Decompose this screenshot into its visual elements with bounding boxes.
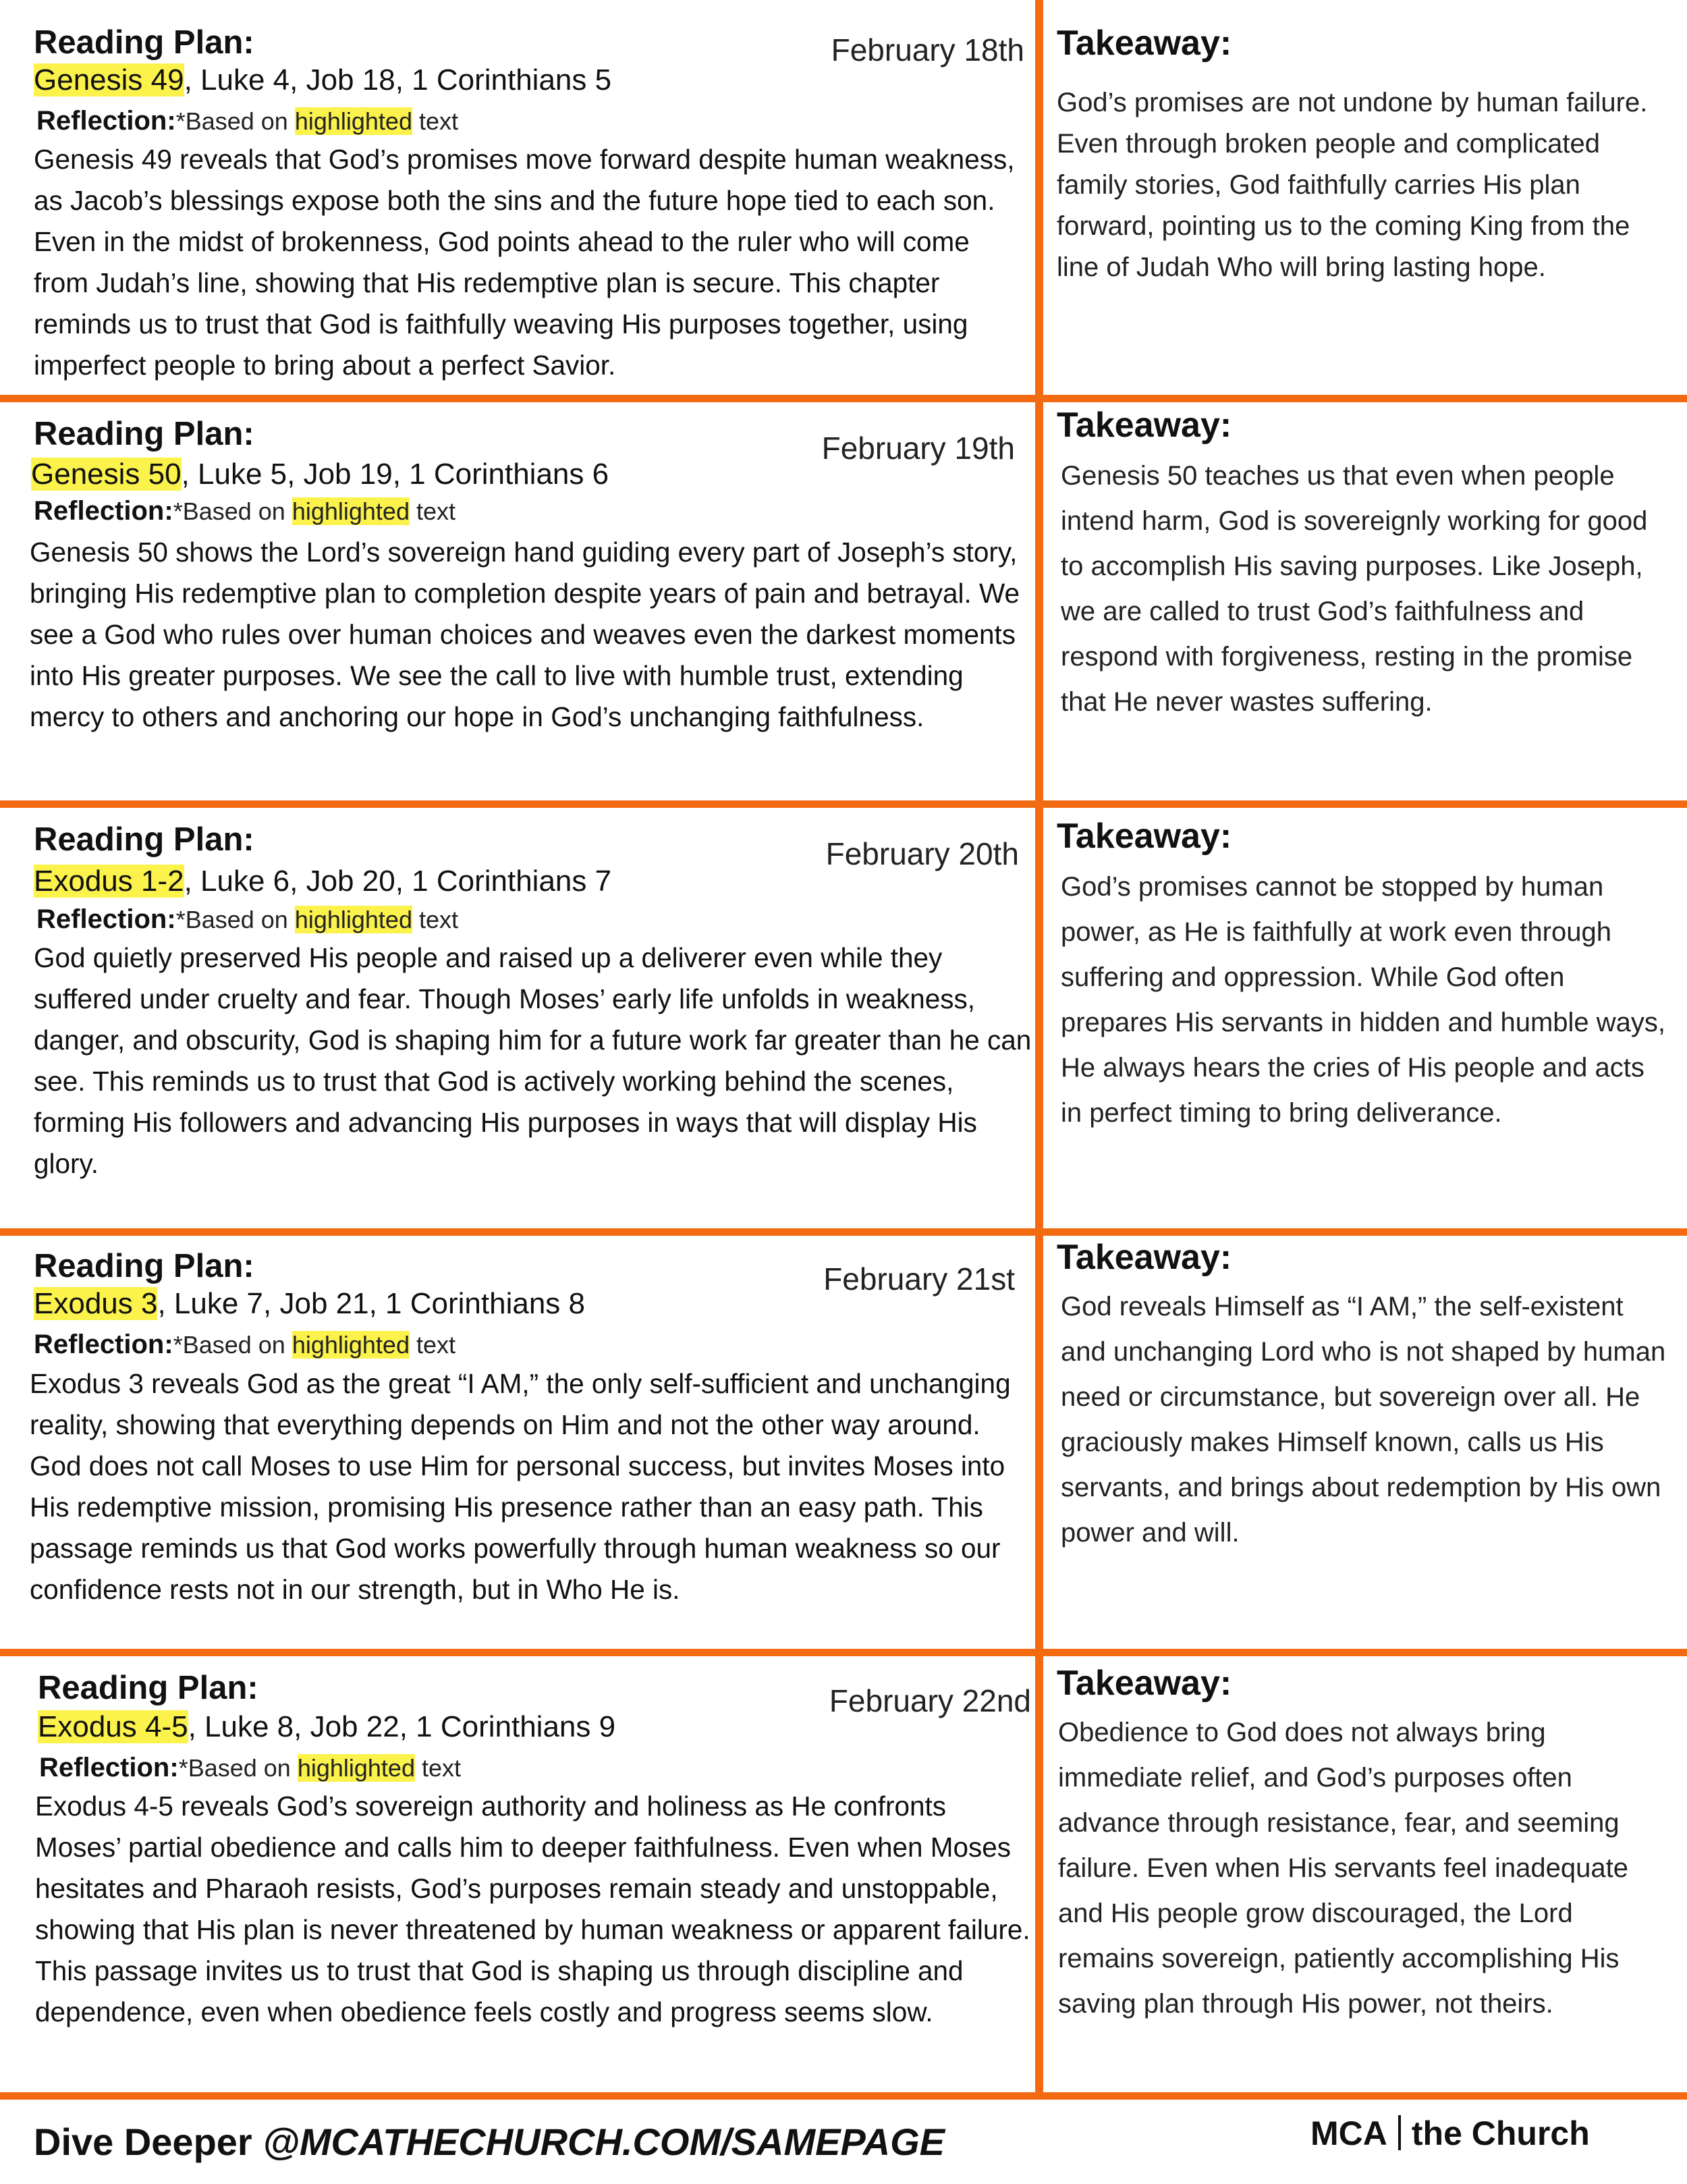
reading-plan-label: Reading Plan: bbox=[38, 1670, 258, 1706]
reflection-header bbox=[36, 902, 458, 937]
row-divider bbox=[0, 395, 1687, 402]
footer-url: @MCATHECHURCH.COM/SAMEPAGE bbox=[262, 2121, 945, 2163]
other-references: , Luke 5, Job 19, 1 Corinthians 6 bbox=[181, 458, 609, 491]
other-references: , Luke 8, Job 22, 1 Corinthians 9 bbox=[188, 1710, 616, 1743]
reflection-note-highlight: highlighted bbox=[297, 1754, 415, 1782]
takeaway-body: God’s promises are not undone by human failure. Even through broken people and complicated family stories, God faithfully carries His plan forward, pointing us to the coming King from the line of Judah Who will bring lasting hope. bbox=[1057, 88, 1648, 282]
reading-plan-label: Reading Plan: bbox=[34, 821, 254, 858]
reflection-note-highlight: highlighted bbox=[294, 107, 412, 135]
reading-plan-label: Reading Plan: bbox=[34, 24, 254, 61]
entry-date: February 19th bbox=[821, 431, 1015, 466]
highlighted-reference: Exodus 3 bbox=[34, 1287, 158, 1320]
entry-feb-21 bbox=[0, 1236, 1687, 1649]
entry-feb-18 bbox=[0, 0, 1687, 395]
row-divider bbox=[0, 2092, 1687, 2100]
reading-plan-label: Reading Plan: bbox=[34, 416, 254, 452]
reflection-body: Genesis 49 reveals that God’s promises move forward despite human weakness, as Jacob’s blessings expose both the sins and the future hope tied to each son. Even in the midst of brokenness, God points ahead to the ruler who will come from Judah’s line, showing that His redemptive plan is secure. This chapter reminds us to trust that God is faithfully weaving His purposes together, using imperfect people to bring about a perfect Savior. bbox=[34, 144, 1015, 381]
entry-date: February 22nd bbox=[829, 1683, 1031, 1718]
takeaway-label: Takeaway: bbox=[1057, 24, 1232, 63]
entry-date: February 21st bbox=[823, 1261, 1015, 1296]
takeaway-section bbox=[1054, 1236, 1665, 1649]
entry-feb-20 bbox=[0, 808, 1687, 1228]
brand-logo bbox=[1310, 2110, 1590, 2157]
reflection-label: Reflection: bbox=[36, 106, 176, 136]
reading-plan-label: Reading Plan: bbox=[34, 1248, 254, 1284]
takeaway-label: Takeaway: bbox=[1057, 1664, 1232, 1703]
takeaway-section bbox=[1054, 1656, 1665, 2092]
reflection-body: Genesis 50 shows the Lord’s sovereign hand guiding every part of Joseph’s story, bringing His redemptive plan to completion despite years of pain and betrayal. We see a God who rules over human choices and weaves even the darkest moments into His greater purposes. We see the call to live with humble trust, extending mercy to others and anchoring our hope in God’s unchanging faithfulness. bbox=[30, 537, 1020, 732]
row-divider bbox=[0, 1228, 1687, 1236]
takeaway-section bbox=[1054, 402, 1665, 800]
reading-section bbox=[30, 808, 1035, 1228]
reflection-note-post: text bbox=[409, 497, 456, 525]
takeaway-label: Takeaway: bbox=[1057, 817, 1232, 856]
takeaway-label: Takeaway: bbox=[1057, 406, 1232, 445]
takeaway-body: Obedience to God does not always bring immediate relief, and God’s purposes often advance through resistance, fear, and seeming failure. Even when His servants feel inadequate and His people grow discouraged, the Lord remains sovereign, patiently accomplishing His saving plan through His power, not theirs. bbox=[1058, 1718, 1628, 2019]
reflection-label: Reflection: bbox=[34, 1330, 173, 1359]
row-divider bbox=[0, 1649, 1687, 1656]
takeaway-section bbox=[1054, 0, 1665, 395]
reading-section bbox=[30, 0, 1035, 395]
reflection-note-highlight: highlighted bbox=[292, 497, 410, 525]
reflection-header bbox=[36, 104, 458, 138]
brand-separator bbox=[1398, 2115, 1401, 2150]
brand-mca: MCA bbox=[1310, 2114, 1387, 2152]
reflection-label: Reflection: bbox=[36, 904, 176, 934]
reflection-note-pre: *Based on bbox=[175, 906, 295, 933]
takeaway-body: God’s promises cannot be stopped by human power, as He is faithfully at work even through suffering and oppression. While God often prepares His servants in hidden and humble ways, He always hears the cries of His people and acts in perfect timing to bring deliverance. bbox=[1061, 872, 1666, 1128]
row-divider bbox=[0, 800, 1687, 808]
highlighted-reference: Exodus 4-5 bbox=[38, 1710, 188, 1743]
other-references: , Luke 6, Job 20, 1 Corinthians 7 bbox=[184, 865, 612, 898]
reflection-note-pre: *Based on bbox=[173, 497, 292, 525]
entry-date: February 20th bbox=[825, 836, 1019, 871]
reading-references bbox=[34, 1284, 585, 1323]
reflection-body: God quietly preserved His people and raised up a deliverer even while they suffered under cruelty and fear. Though Moses’ early life unfolds in weakness, danger, and obscurity, God is shaping him for a future work far greater than he can see. This reminds us to trust that God is actively working behind the scenes, forming His followers and advancing His purposes in ways that will display His glory. bbox=[34, 942, 1032, 1179]
highlighted-reference: Exodus 1-2 bbox=[34, 865, 184, 898]
takeaway-body: God reveals Himself as “I AM,” the self-existent and unchanging Lord who is not shaped by human need or circumstance, but sovereign over all. He graciously makes Himself known, calls us His servants, and brings about redemption by His own power and will. bbox=[1061, 1292, 1666, 1548]
takeaway-section bbox=[1054, 808, 1665, 1228]
reflection-note-post: text bbox=[414, 1754, 462, 1782]
reflection-note-pre: *Based on bbox=[173, 1331, 292, 1359]
reading-references bbox=[34, 862, 611, 901]
other-references: , Luke 7, Job 21, 1 Corinthians 8 bbox=[157, 1287, 585, 1320]
other-references: , Luke 4, Job 18, 1 Corinthians 5 bbox=[184, 63, 612, 97]
reflection-note-highlight: highlighted bbox=[294, 906, 412, 933]
reflection-note-post: text bbox=[412, 107, 459, 135]
reading-references bbox=[31, 455, 609, 494]
reading-section bbox=[30, 1656, 1035, 2092]
entry-date: February 18th bbox=[831, 32, 1024, 67]
reflection-label: Reflection: bbox=[39, 1753, 179, 1782]
highlighted-reference: Genesis 49 bbox=[34, 63, 184, 97]
reflection-header bbox=[34, 494, 455, 528]
reflection-note-pre: *Based on bbox=[178, 1754, 298, 1782]
reading-references bbox=[38, 1708, 615, 1747]
reflection-note-post: text bbox=[409, 1331, 456, 1359]
reflection-note-highlight: highlighted bbox=[292, 1331, 410, 1359]
reading-references bbox=[34, 61, 611, 100]
takeaway-body: Genesis 50 teaches us that even when people intend harm, God is sovereignly working for good to accomplish His saving purposes. Like Joseph, we are called to trust God’s faithfulness and respond with forgiveness, resting in the promise that He never wastes suffering. bbox=[1061, 461, 1648, 717]
reflection-note-pre: *Based on bbox=[175, 107, 295, 135]
highlighted-reference: Genesis 50 bbox=[31, 458, 182, 491]
takeaway-label: Takeaway: bbox=[1057, 1238, 1232, 1277]
reflection-label: Reflection: bbox=[34, 496, 173, 526]
reflection-header bbox=[34, 1328, 455, 1362]
reflection-body: Exodus 4-5 reveals God’s sovereign authority and holiness as He confronts Moses’ partial obedience and calls him to deeper faithfulness. Even when Moses hesitates and Pharaoh resists, God’s purposes remain steady and unstoppable, showing that His plan is never threatened by human weakness or apparent failure. This passage invites us to trust that God is shaping us through discipline and dependence, even when obedience feels costly and progress seems slow. bbox=[35, 1791, 1030, 2027]
brand-church: the Church bbox=[1411, 2114, 1590, 2152]
reflection-body: Exodus 3 reveals God as the great “I AM,” the only self-sufficient and unchanging reality, showing that everything depends on Him and not the other way around. God does not call Moses to use Him for personal success, but invites Moses into His redemptive mission, promising His presence rather than an easy path. This passage reminds us that God works powerfully through human weakness so our confidence rests not in our strength, but in Who He is. bbox=[30, 1368, 1011, 1605]
entry-feb-19 bbox=[0, 402, 1687, 800]
entry-feb-22 bbox=[0, 1656, 1687, 2092]
footer-dive-deeper bbox=[34, 2115, 945, 2169]
footer-prefix: Dive Deeper bbox=[34, 2121, 263, 2163]
reading-section bbox=[30, 402, 1035, 800]
reading-section bbox=[30, 1236, 1035, 1649]
reflection-note-post: text bbox=[412, 906, 459, 933]
reflection-header bbox=[39, 1751, 461, 1785]
